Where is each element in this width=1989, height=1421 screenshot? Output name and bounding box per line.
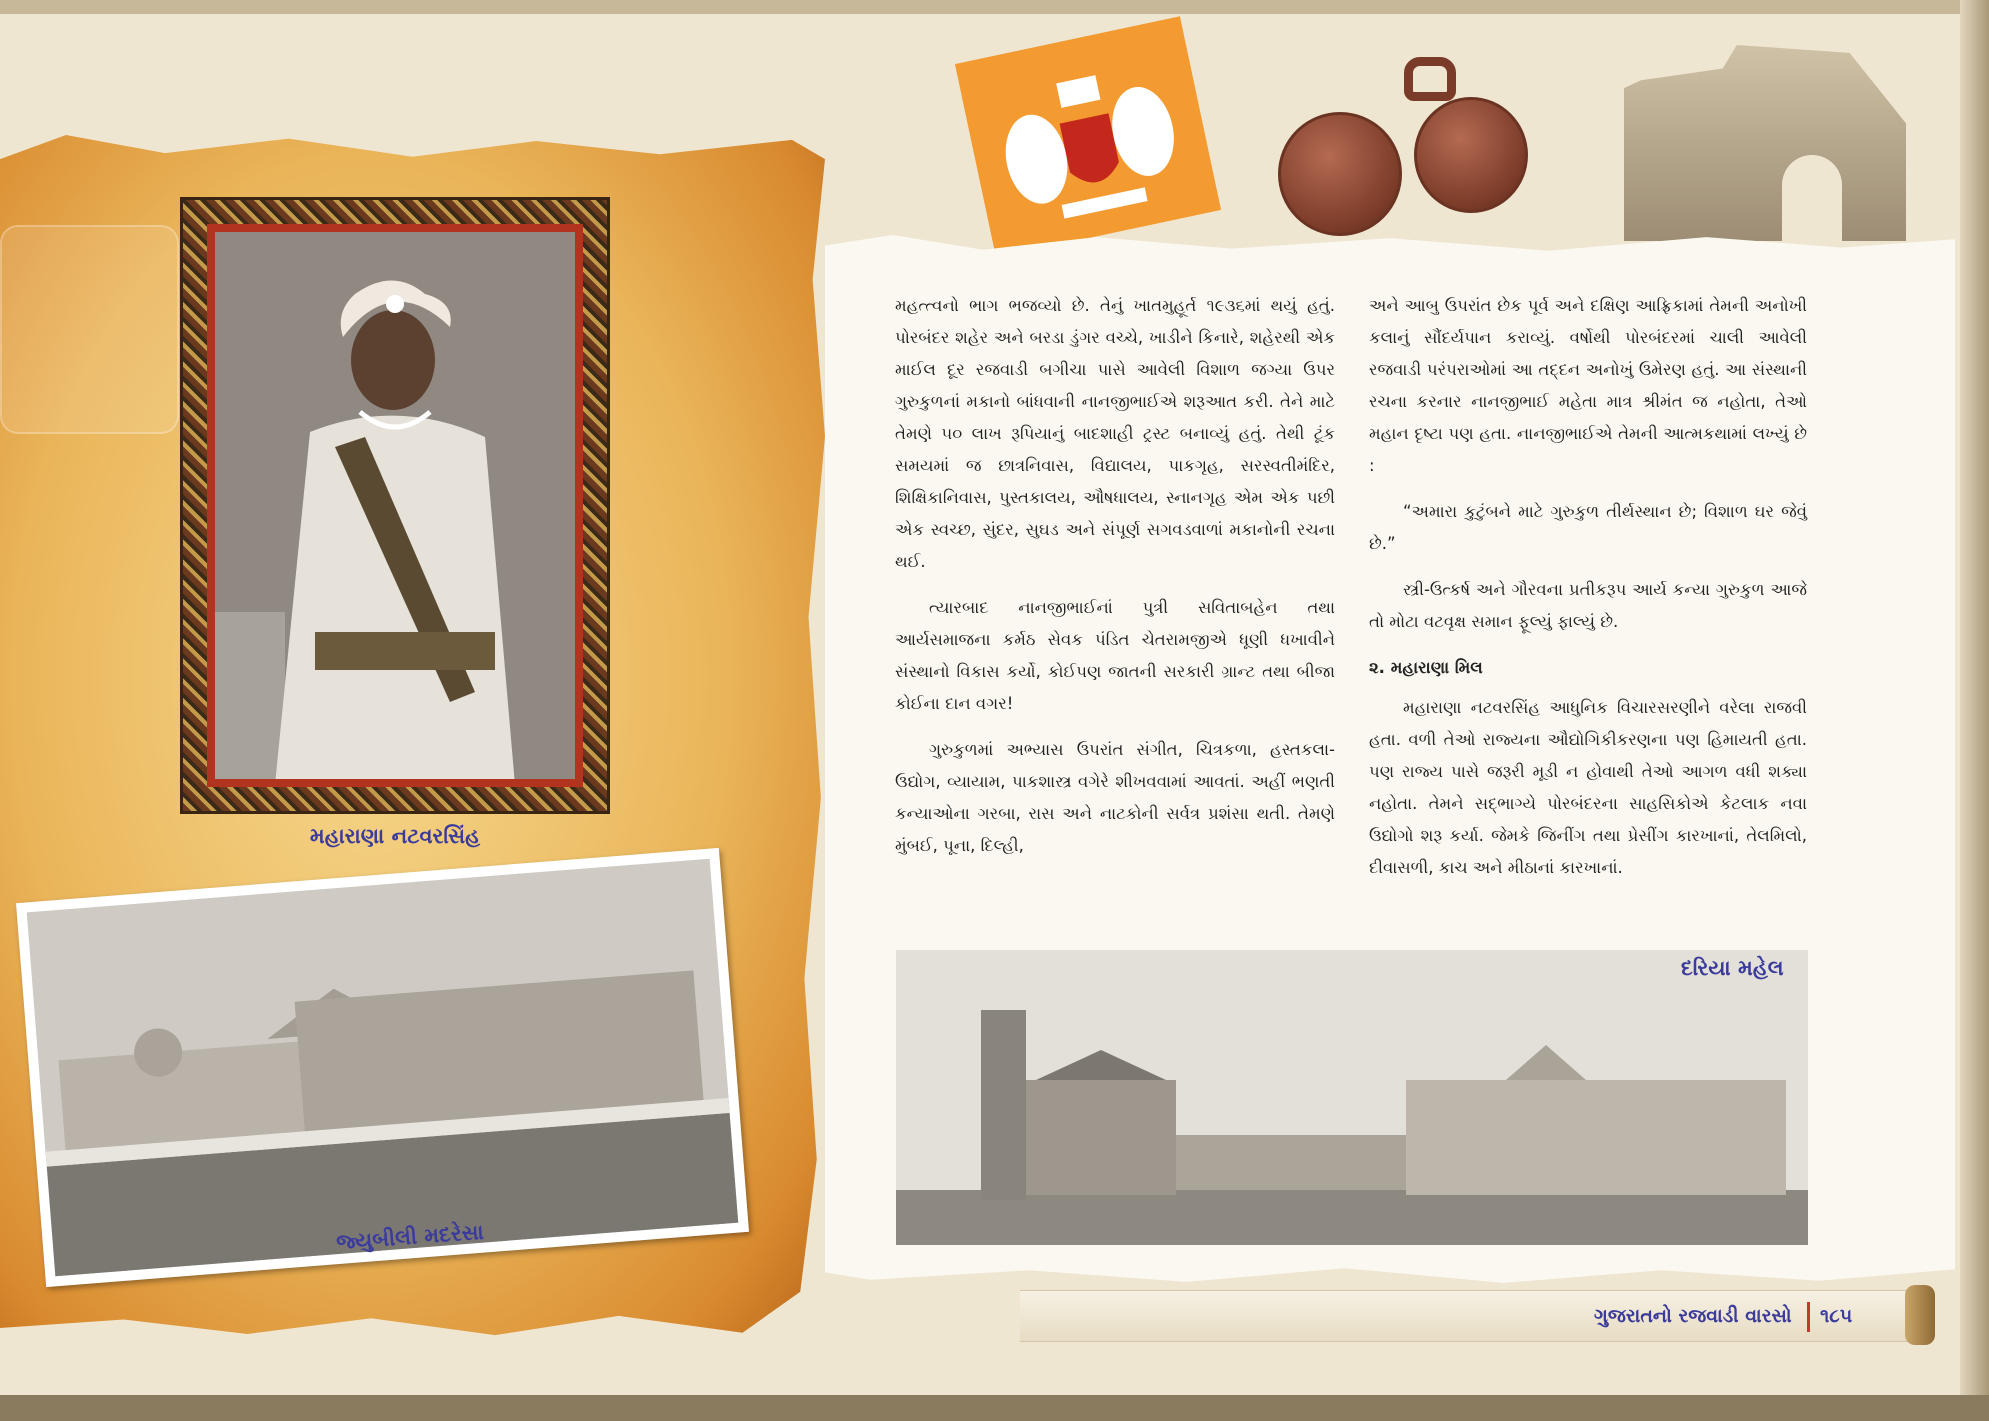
old-coin-left <box>1278 112 1402 236</box>
old-coin-right <box>1414 97 1528 213</box>
ruin-arch <box>1782 155 1842 241</box>
maharana-portrait-photo <box>215 232 575 779</box>
footer-separator <box>1807 1302 1810 1332</box>
ruined-fort-photo <box>1624 45 1906 241</box>
page-edge-top <box>0 0 1989 14</box>
portrait-mat <box>207 224 583 787</box>
page-edge-bottom <box>0 1395 1989 1421</box>
page-number: ૧૮૫ <box>1820 1305 1853 1327</box>
book-title: ગુજરાતનો રજવાડી વારસો <box>1594 1305 1792 1327</box>
daria-mahel-image <box>896 950 1808 1245</box>
quote: “અમારા કુટુંબને માટે ગુરુકુળ તીર્થસ્થાન છે; વિશાળ ઘર જેવું છે.” <box>1369 502 1807 553</box>
portrait-figure <box>215 232 575 779</box>
portrait-caption: મહારાણા નટવરસિંહ <box>309 824 481 848</box>
jubilee-madresa-photo <box>16 848 749 1287</box>
paragraph: ગુરુકુળમાં અભ્યાસ ઉપરાંત સંગીત, ચિત્રકળા, હસ્તકલા-ઉદ્યોગ, વ્યાયામ, પાકશાસ્ત્ર વગેરે શીખવવામાં આવતાં. અહીં ભણતી કન્યાઓના ગરબા, રાસ અને નાટકોની સર્વત્ર પ્રશંસા થતી. તેમણે મુંબઈ, પૂના, દિલ્હી, <box>895 740 1335 855</box>
paragraph: મહત્ત્વનો ભાગ ભજવ્યો છે. તેનું ખાતમુહૂર્ત ૧૯૩૬માં થયું હતું. પોરબંદર શહેર અને બરડા ડુંગર વચ્ચે, ખાડીને કિનારે, શહેરથી એક માઈલ દૂર રજવાડી બગીચા પાસે આવેલી વિશાળ જગ્યા ઉપર ગુરુકુળનાં મકાનો બાંધવાની નાનજીભાઈએ શરૂઆત કરી. તેને માટે તેમણે ૫૦ લાખ રૂપિયાનું બાદશાહી ટ્રસ્ટ બનાવ્યું હતું. તેથી ટૂંક સમયમાં જ છાત્રનિવાસ, વિદ્યાલય, પાકગૃહ, સરસ્વતીમંદિર, શિક્ષિકાનિવાસ, પુસ્તકાલય, ઔષધાલય, સ્નાનગૃહ એમ એક પછી એક સ્વચ્છ, સુંદર, સુઘડ અને સંપૂર્ણ સગવડવાળાં મકાનોની રચના થઈ. <box>895 296 1335 571</box>
text-column-right <box>1369 290 1807 898</box>
paragraph: ત્યારબાદ નાનજીભાઈનાં પુત્રી સવિતાબહેન તથા આર્યસમાજના કર્મઠ સેવક પંડિત ચેતરામજીએ ધૂણી ધખાવીને સંસ્થાનો વિકાસ કર્યો, કોઈપણ જાતની સરકારી ગ્રાન્ટ તથા બીજા કોઈના દાન વગર! <box>895 598 1335 713</box>
portrait-frame <box>180 197 610 814</box>
daria-mahel-photo <box>896 950 1808 1245</box>
footer-scroll-end <box>1905 1285 1935 1345</box>
section-heading: ૨. મહારાણા મિલ <box>1369 658 1483 677</box>
madresa-building <box>27 859 739 1277</box>
madresa-caption: જ્યુબીલી મદરેસા <box>335 1219 485 1255</box>
text-column-left <box>895 290 1335 876</box>
faint-seal-watermark <box>0 225 179 434</box>
paragraph: સ્ત્રી-ઉત્કર્ષ અને ગૌરવના પ્રતીકરૂપ આર્ય કન્યા ગુરુકુળ આજે તો મોટા વટવૃક્ષ સમાન ફૂલ્યું ફાલ્યું છે. <box>1369 580 1807 631</box>
page-edge-right <box>1960 0 1989 1421</box>
coat-of-arms-emblem <box>955 16 1221 257</box>
coat-of-arms-tile <box>955 16 1221 257</box>
madresa-image <box>27 859 739 1277</box>
paragraph: અને આબુ ઉપરાંત છેક પૂર્વ અને દક્ષિણ આફ્રિકામાં તેમની અનોખી કલાનું સૌંદર્યપાન કરાવ્યું. વર્ષોથી પોરબંદરમાં ચાલી આવેલી રજવાડી પરંપરાઓમાં આ તદ્દન અનોખું ઉમેરણ હતું. આ સંસ્થાની રચના કરનાર નાનજીભાઈ મહેતા માત્ર શ્રીમંત જ નહોતા, તેઓ મહાન દૃષ્ટા પણ હતા. નાનજીભાઈએ તેમની આત્મકથામાં લખ્યું છે : <box>1369 296 1807 475</box>
coin-loop <box>1404 57 1456 101</box>
paragraph: મહારાણા નટવરસિંહ આધુનિક વિચારસરણીને વરેલા રાજવી હતા. વળી તેઓ રાજ્યના ઔદ્યોગિકીકરણના પણ હિમાયતી હતા. પણ રાજ્ય પાસે જરૂરી મૂડી ન હોવાથી તેઓ આગળ વધી શક્યા નહોતા. તેમને સદ્ભાગ્યે પોરબંદરના સાહસિકોએ કેટલાક નવા ઉદ્યોગો શરૂ કર્યા. જેમકે જિનીંગ તથા પ્રેસીંગ કારખાનાં, તેલમિલો, દીવાસળી, કાચ અને મીઠાનાં કારખાનાં. <box>1369 698 1807 877</box>
photo-caption: દરિયા મહેલ <box>1681 956 1784 980</box>
